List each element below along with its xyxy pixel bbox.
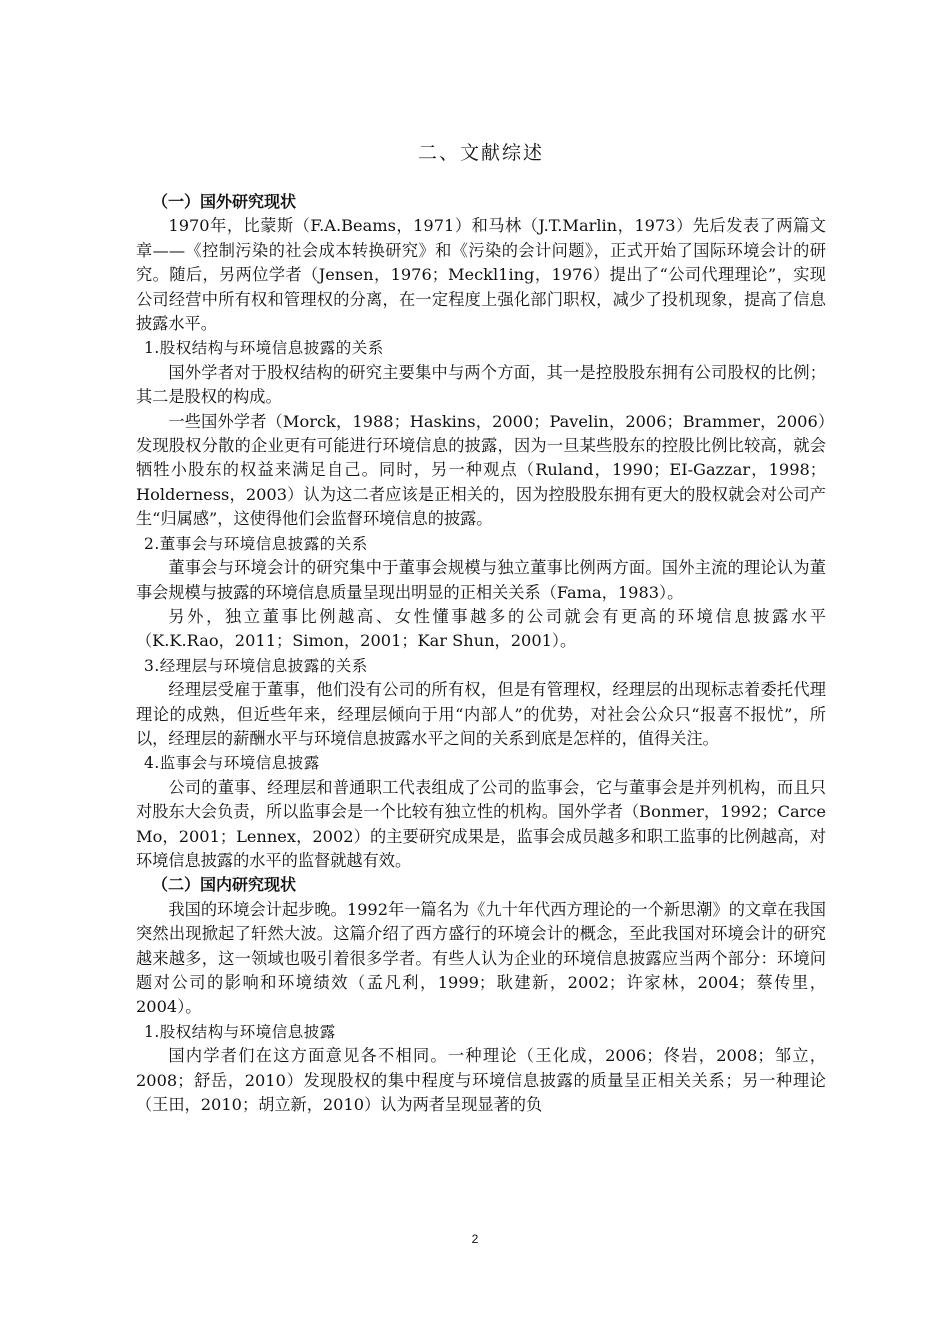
section-title: 二、文献综述 (417, 142, 544, 164)
subsection-heading: （二）国内研究现状 (152, 875, 297, 895)
paragraph: 经理层受雇于董事，他们没有公司的所有权，但是有管理权，经理层的出现标志着委托代理理论的成熟，但近些年来，经理层倾向于用“内部人”的优势，对社会公众只“报喜不报忧”，所以，经理层的薪酬水平与环境信息披露水平之间的关系到底是怎样的，值得关注。 (136, 680, 826, 748)
paragraph: 另外，独立董事比例越高、女性懂事越多的公司就会有更高的环境信息披露水平（K.K.Rao，2011；Simon，2001；Kar Shun，2001）。 (136, 606, 826, 651)
paragraph: 1970年，比蒙斯（F.A.Beams，1971）和马林（J.T.Marlin，1973）先后发表了两篇文章——《控制污染的社会成本转换研究》和《污染的会计问题》，正式开始了国际环境会计的研究。随后，另两位学者（Jensen，1976；Meckl1ing，1976）提出了“公司代理理论”，实现公司经营中所有权和管理权的分离，在一定程度上强化部门职权，减少了投机现象，提高了信息披露水平。 (136, 216, 826, 334)
page-number: 2 (471, 1232, 479, 1246)
paragraph: 一些国外学者（Morck，1988；Haskins，2000；Pavelin，2006；Brammer，2006）发现股权分散的企业更有可能进行环境信息的披露，因为一旦某些股东的控股比例比较高，就会牺牲小股东的权益来满足自己。同时，另一种观点（Ruland，1990；EI-Gazzar，1998；Holderness，2003）认为这二者应该是正相关的，因为控股股东拥有更大的股权就会对公司产生“归属感”，这使得他们会监督环境信息的披露。 (136, 411, 826, 529)
paragraph: 我国的环境会计起步晚。1992年一篇名为《九十年代西方理论的一个新思潮》的文章在我国突然出现掀起了轩然大波。这篇介绍了西方盛行的环境会计的概念，至此我国对环境会计的研究越来越多，这一领域也吸引着很多学者。有些人认为企业的环境信息披露应当两个部分：环境问题对公司的影响和环境绩效（孟凡利，1999；耿建新，2002；许家林，2004；蔡传里，2004）。 (136, 899, 826, 1017)
paragraph: 公司的董事、经理层和普通职工代表组成了公司的监事会，它与董事会是并列机构，而且只对股东大会负责，所以监事会是一个比较有独立性的机构。国外学者（Bonmer，1992；Carce Mo，2001；Lennex，2002）的主要研究成果是，监事会成员越多和职工监事的比例越高，对环境信息披露的水平的监督就越有效。 (136, 777, 826, 870)
paragraph: 国内学者们在这方面意见各不相同。一种理论（王化成，2006；佟岩，2008；邹立，2008；舒岳，2010）发现股权的集中程度与环境信息披露的质量呈正相关关系；另一种理论（王田，2010；胡立新，2010）认为两者呈现显著的负 (136, 1046, 826, 1115)
subsection-heading: （一）国外研究现状 (152, 192, 297, 211)
topic-heading: 1.股权结构与环境信息披露的关系 (144, 339, 384, 358)
topic-heading: 1.股权结构与环境信息披露 (144, 1022, 336, 1041)
page-content (136, 138, 826, 1117)
paragraph: 国外学者对于股权结构的研究主要集中与两个方面，其一是控股股东拥有公司股权的比例；其二是股权的构成。 (136, 362, 826, 407)
topic-heading: 3.经理层与环境信息披露的关系 (144, 656, 368, 675)
topic-heading: 2.董事会与环境信息披露的关系 (144, 534, 368, 553)
topic-heading: 4.监事会与环境信息披露 (144, 754, 320, 773)
paragraph: 董事会与环境会计的研究集中于董事会规模与独立董事比例两方面。国外主流的理论认为董事会规模与披露的环境信息质量呈现出明显的正相关关系（Fama，1983）。 (136, 558, 826, 602)
body-text (136, 190, 826, 1117)
